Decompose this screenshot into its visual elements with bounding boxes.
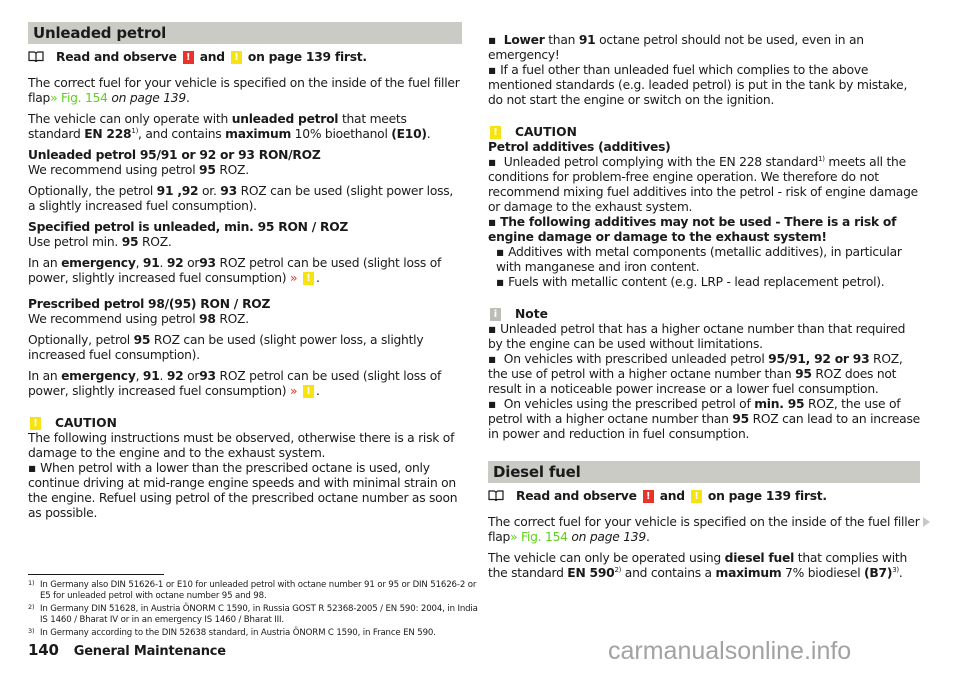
watermark: carmanualsonline.info	[608, 637, 852, 665]
grade2-emergency: In an emergency, 91. 92 or93 ROZ petrol can be used (slight loss of power, slightly increased fuel consumption) » ! .	[28, 256, 442, 285]
caution-bullet-en228: ▪ Unleaded petrol complying with the EN 228 standard$^{1)}$ meets all the conditions for problem-free engine operation. We therefore do not recommend mixing fuel additives into the petrol - risk of engine damage or damage to the exhaust system.	[488, 155, 920, 215]
page-number: 140	[28, 641, 59, 659]
footnote-ref[interactable]: 3)	[892, 565, 899, 574]
section-title-diesel: Diesel fuel	[488, 461, 920, 483]
footnote-1: 1) In Germany also DIN 51626-1 or E10 for unleaded petrol with octane number 91 or 95 or DIN 51626-2 or E5 for unleaded petrol with octane number 95 and 98.	[28, 579, 477, 601]
chapter-title: General Maintenance	[73, 644, 226, 659]
caution-link[interactable]: »	[289, 271, 298, 285]
continued-bullet-lower-octane: ▪ Lower than 91 octane petrol should not be used, even in an emergency!	[488, 33, 920, 63]
read-observe-line-diesel: Read and observe ! and ! on page 139 first.	[488, 488, 920, 504]
footnote-ref[interactable]: 1)	[818, 154, 825, 163]
warning-yellow-icon[interactable]: !	[691, 490, 702, 503]
page-footer	[28, 643, 226, 659]
diesel-intro-paragraph: The correct fuel for your vehicle is specified on the inside of the fuel filler flap» Fig. 154 on page 139.	[488, 515, 920, 544]
info-icon: i	[490, 308, 501, 321]
fig-link[interactable]: » Fig. 154	[510, 530, 568, 544]
footnote-divider	[28, 574, 164, 575]
operate-paragraph: The vehicle can only operate with unleaded petrol that meets standard EN 228$^{1)}$, and contains maximum 10% bioethanol (E10).	[28, 112, 431, 141]
note-bullet-2: ▪ On vehicles with prescribed unleaded petrol 95/91, 92 or 93 ROZ, the use of petrol with a higher octane number than 95 ROZ does not result in a noticeable power increase or a lower fuel consumption.	[488, 352, 920, 397]
caution-bullet: ▪ When petrol with a lower than the prescribed octane is used, only continue driving at mid-range engine speeds and with minimal strain on the engine. Refuel using petrol of the prescribed octane number as soon as possible.	[28, 461, 462, 521]
footnotes	[28, 580, 948, 642]
book-icon	[488, 490, 504, 502]
footnote-2: 2) In Germany DIN 51628, in Austria ÖNORM C 1590, in Russia GOST R 52368-2005 / EN 590: 2004, in India IS 1460 / Bharat IV or in an emergency IS 1460 / Bharat III.	[28, 603, 478, 625]
warning-red-icon[interactable]: !	[643, 490, 654, 503]
footnote-ref[interactable]: 2)	[614, 565, 622, 574]
grade1-optional: Optionally, the petrol 91 ,92 or. 93 ROZ can be used (slight power loss, a slightly increased fuel consumption).	[28, 184, 454, 213]
caution-bullet-forbidden: ▪ The following additives may not be used - There is a risk of engine damage or damage to the exhaust system!	[488, 215, 920, 245]
warning-red-icon[interactable]: !	[183, 51, 194, 64]
grade3-title: Prescribed petrol 98/(95) RON / ROZ	[28, 297, 271, 311]
continue-arrow-icon[interactable]	[923, 517, 930, 527]
read-observe-line: Read and observe ! and ! on page 139 first.	[28, 49, 462, 65]
warning-yellow-icon[interactable]: !	[303, 272, 314, 285]
grade2-block: Specified petrol is unleaded, min. 95 RON / ROZ Use petrol min. 95 ROZ.	[28, 220, 349, 249]
right-column	[488, 33, 920, 581]
left-column	[28, 22, 462, 521]
footnote-ref[interactable]: 1)	[131, 126, 139, 135]
note-bullet-1: ▪ Unleaded petrol that has a higher octane number than that required by the engine can be used without limitations.	[488, 322, 920, 352]
warning-yellow-icon[interactable]: !	[231, 51, 242, 64]
continued-bullet-wrong-fuel: ▪ If a fuel other than unleaded fuel which complies to the above mentioned standards (e.g. leaded petrol) is put in the tank by mistake, do not start the engine or switch on the ignition.	[488, 63, 920, 108]
grade1-title: Unleaded petrol 95/91 or 92 or 93 RON/ROZ	[28, 148, 321, 162]
caution-intro: The following instructions must be observed, otherwise there is a risk of damage to the engine and to the exhaust system.	[28, 431, 455, 460]
fig-link[interactable]: » Fig. 154	[50, 91, 108, 105]
caution-subbullet-metal: ▪ Additives with metal components (metallic additives), in particular with manganese and iron content.	[488, 245, 920, 275]
grade3-optional: Optionally, petrol 95 ROZ can be used (slight power loss, a slightly increased fuel consumption).	[28, 333, 424, 362]
note-heading: i Note	[488, 306, 920, 322]
footnote-3: 3) In Germany according to the DIN 52638 standard, in Austria ÖNORM C 1590, in France EN 590.	[28, 627, 436, 638]
book-icon	[28, 51, 44, 63]
caution-link[interactable]: »	[289, 384, 298, 398]
note-bullet-3: ▪ On vehicles using the prescribed petrol of min. 95 ROZ, the use of petrol with a higher octane number than 95 ROZ can lead to an increase in power and reduction in fuel consumption.	[488, 397, 920, 442]
section-title-unleaded-petrol: Unleaded petrol	[28, 22, 462, 44]
grade2-title: Specified petrol is unleaded, min. 95 RON / ROZ	[28, 220, 349, 234]
intro-paragraph: The correct fuel for your vehicle is specified on the inside of the fuel filler flap» Fig. 154 on page 139.	[28, 76, 460, 105]
caution-heading-additives: ! CAUTION	[488, 124, 920, 140]
grade3-block: Prescribed petrol 98/(95) RON / ROZ We recommend using petrol 98 ROZ.	[28, 297, 271, 326]
grade1-block: Unleaded petrol 95/91 or 92 or 93 RON/ROZ We recommend using petrol 95 ROZ.	[28, 148, 321, 177]
caution-subbullet-lrp: ▪ Fuels with metallic content (e.g. LRP - lead replacement petrol).	[488, 275, 920, 290]
grade3-emergency: In an emergency, 91. 92 or93 ROZ petrol can be used (slight loss of power, slightly increased fuel consumption) » ! .	[28, 369, 442, 398]
caution-icon: !	[30, 417, 41, 430]
warning-yellow-icon[interactable]: !	[303, 385, 314, 398]
caution-heading: ! CAUTION	[28, 415, 462, 431]
diesel-operate-paragraph: The vehicle can only be operated using diesel fuel that complies with the standard EN 590$^{2)}$ and contains a maximum 7% biodiesel $(B7)^{3)}$.	[488, 551, 908, 580]
caution-subtitle: Petrol additives (additives)	[488, 140, 671, 154]
caution-icon: !	[490, 126, 501, 139]
